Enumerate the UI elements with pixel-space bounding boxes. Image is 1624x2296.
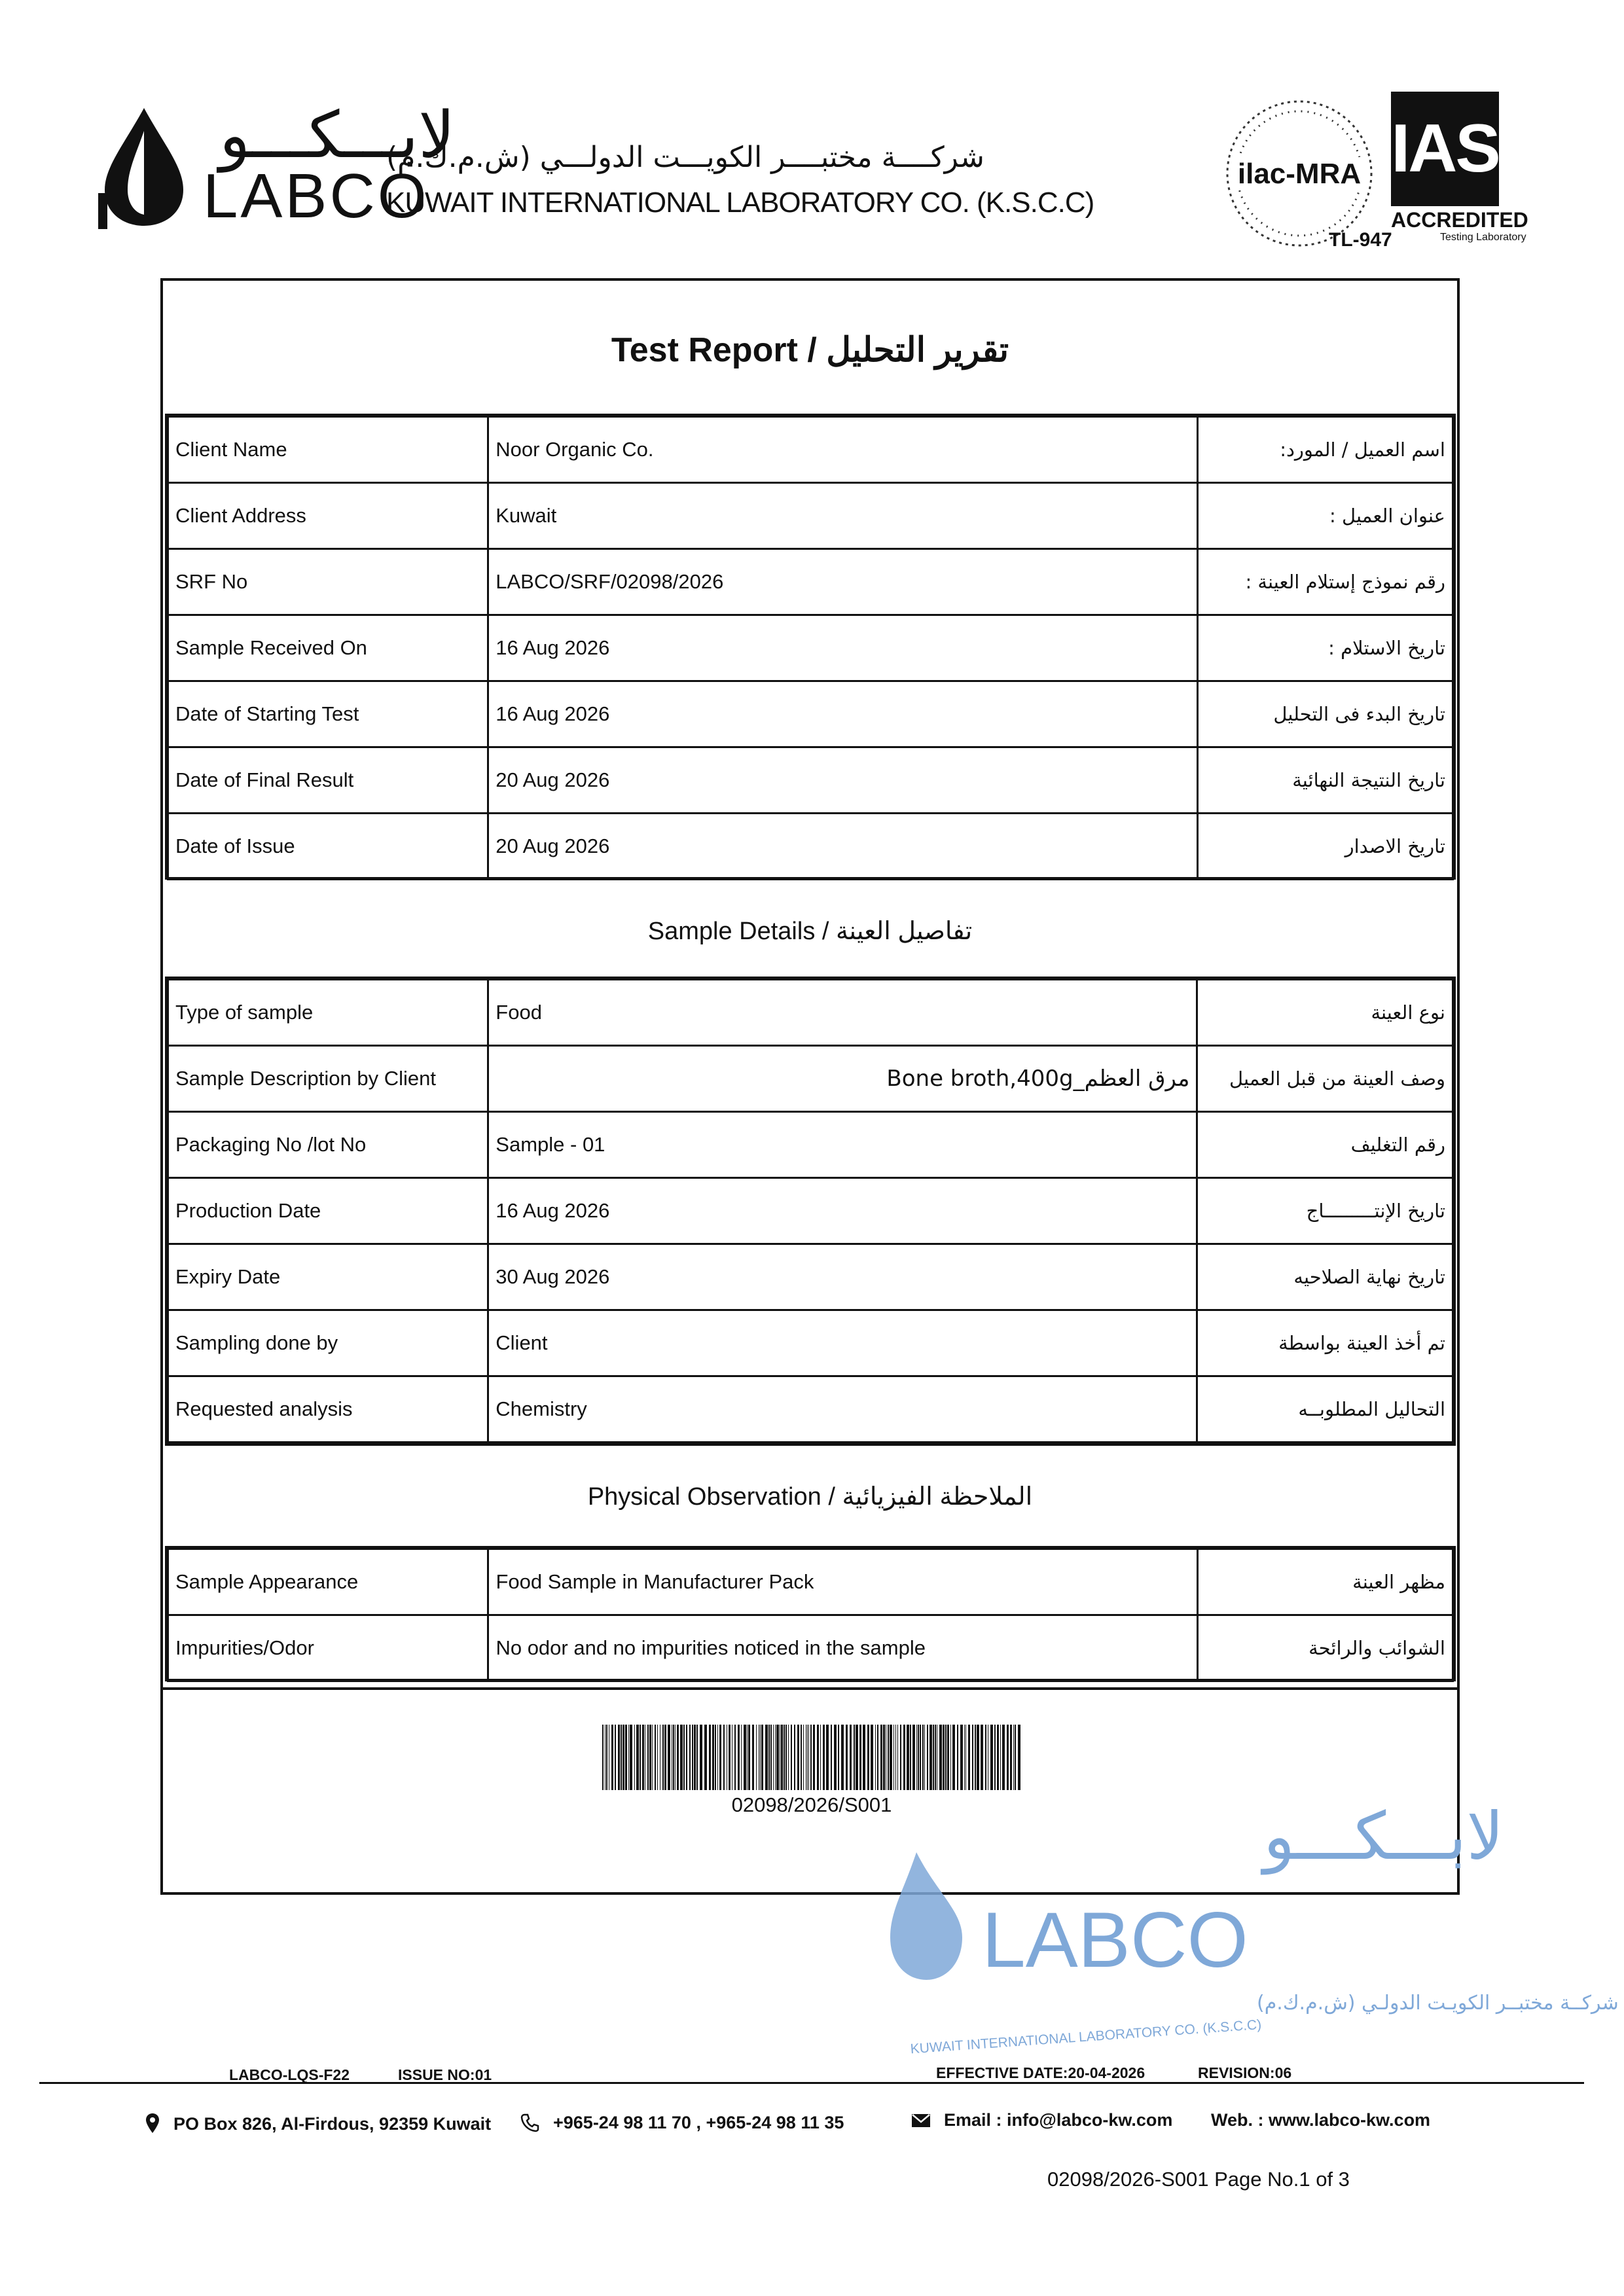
barcode-bar <box>642 1725 644 1790</box>
field-label: Production Date <box>168 1178 488 1244</box>
barcode-bar <box>797 1725 799 1790</box>
table-row <box>168 814 1453 880</box>
barcode-bar <box>618 1725 620 1790</box>
barcode-bar <box>867 1725 869 1790</box>
field-label-arabic: تاريخ النتيجة النهائية <box>1197 747 1453 814</box>
form-code: LABCO-LQS-F22 <box>229 2066 350 2083</box>
barcode-bar <box>664 1725 666 1790</box>
field-value: 20 Aug 2026 <box>488 747 1197 814</box>
barcode-bar <box>808 1725 809 1790</box>
field-label-arabic: مظهر العينة <box>1197 1549 1453 1615</box>
barcode-bar <box>747 1725 748 1790</box>
field-value: Sample - 01 <box>488 1112 1197 1178</box>
barcode-bar <box>856 1725 858 1790</box>
ias-certificate-code: TL-947 <box>1329 229 1392 251</box>
barcode-bar <box>709 1725 711 1790</box>
barcode-bar <box>723 1725 725 1790</box>
barcode-bar <box>657 1725 658 1790</box>
effective-date: EFFECTIVE DATE:20-04-2026 <box>936 2064 1146 2081</box>
barcode-bar <box>788 1725 789 1790</box>
barcode-bar <box>761 1725 763 1790</box>
barcode-bar <box>741 1725 742 1790</box>
barcode-bar <box>765 1725 768 1790</box>
field-label-arabic: تاريخ الاصدار <box>1197 814 1453 880</box>
barcode-bar <box>700 1725 702 1790</box>
field-label-arabic: التحاليل المطلوبــه <box>1197 1376 1453 1443</box>
barcode-bar <box>692 1725 693 1790</box>
table-row <box>168 549 1453 615</box>
barcode-bar <box>704 1725 707 1790</box>
footer-email[interactable] <box>944 2110 1172 2130</box>
table-row <box>168 483 1453 549</box>
labco-logo-icon <box>98 105 190 229</box>
barcode-bar <box>781 1725 783 1790</box>
barcode-bar <box>794 1725 795 1790</box>
field-label: Requested analysis <box>168 1376 488 1443</box>
field-label: Expiry Date <box>168 1244 488 1310</box>
barcode-bar <box>791 1725 792 1790</box>
field-label: Impurities/Odor <box>168 1615 488 1681</box>
field-label-arabic: نوع العينة <box>1197 980 1453 1046</box>
labco-stamp-icon <box>877 1780 1619 2057</box>
barcode-bar <box>756 1725 757 1790</box>
barcode-bar <box>694 1725 696 1790</box>
barcode-bar <box>647 1725 649 1790</box>
barcode-bar <box>696 1725 698 1790</box>
barcode-bar <box>768 1725 770 1790</box>
field-value: 30 Aug 2026 <box>488 1244 1197 1310</box>
table-row <box>168 1178 1453 1244</box>
revision-number: REVISION:06 <box>1198 2064 1292 2081</box>
report-title: Test Report / تقرير التحليل <box>611 331 1009 369</box>
barcode-bar <box>634 1725 635 1790</box>
barcode-number: 02098/2026/S001 <box>731 1793 892 1816</box>
issue-number: ISSUE NO:01 <box>398 2066 492 2083</box>
barcode-bar <box>673 1725 674 1790</box>
field-value: Kuwait <box>488 483 1197 549</box>
field-label-arabic: تاريخ الإنتـــــــــاج <box>1197 1178 1453 1244</box>
field-label-arabic: رقم التغليف <box>1197 1112 1453 1178</box>
email-icon <box>911 2113 931 2128</box>
barcode-bar <box>677 1725 679 1790</box>
field-label-arabic: تاريخ نهاية الصلاحيه <box>1197 1244 1453 1310</box>
field-value: 16 Aug 2026 <box>488 1178 1197 1244</box>
field-label-arabic: اسم العميل / المورد: <box>1197 417 1453 483</box>
location-pin-icon <box>145 2113 160 2134</box>
barcode-bar <box>615 1725 616 1790</box>
barcode-bar <box>863 1725 865 1790</box>
field-label-arabic: تم أخذ العينة بواسطة <box>1197 1310 1453 1376</box>
phone-icon <box>520 2113 540 2132</box>
barcode-bar <box>817 1725 819 1790</box>
barcode-bar <box>719 1725 721 1790</box>
footer-address: PO Box 826, Al-Firdous, 92359 Kuwait <box>173 2114 492 2134</box>
field-value: Noor Organic Co. <box>488 417 1197 483</box>
barcode-bar <box>729 1725 731 1790</box>
client-info-table <box>167 416 1454 880</box>
sample-details-table <box>167 978 1454 1443</box>
barcode-bar <box>831 1725 832 1790</box>
field-value: 16 Aug 2026 <box>488 681 1197 747</box>
sample-details-title: Sample Details / تفاصيل العينة <box>647 918 973 945</box>
barcode-bar <box>611 1725 613 1790</box>
table-row <box>168 747 1453 814</box>
logo-english-text: LABCO <box>203 161 429 231</box>
field-label: Sample Received On <box>168 615 488 681</box>
barcode-bar <box>810 1725 812 1790</box>
barcode-bar <box>775 1725 776 1790</box>
barcode-bar <box>655 1725 656 1790</box>
barcode-bar <box>636 1725 639 1790</box>
barcode-bar <box>784 1725 785 1790</box>
field-label-arabic: وصف العينة من قبل العميل <box>1197 1046 1453 1112</box>
field-label: Date of Final Result <box>168 747 488 814</box>
barcode-bar <box>803 1725 804 1790</box>
table-row <box>168 1615 1453 1681</box>
page-number: 02098/2026-S001 Page No.1 of 3 <box>1047 2168 1350 2191</box>
field-value: Bone broth,400g_مرق العظم <box>488 1046 1197 1112</box>
barcode-bar <box>854 1725 855 1790</box>
field-label: Packaging No /lot No <box>168 1112 488 1178</box>
stamp-company-arabic: شركــة مختبــر الكويـت الدولـي (ش.م.ك.م) <box>1257 1992 1619 2015</box>
field-label: Sampling done by <box>168 1310 488 1376</box>
barcode-bar <box>813 1725 815 1790</box>
table-row <box>168 1376 1453 1443</box>
field-label: Sample Description by Client <box>168 1046 488 1112</box>
barcode-bar <box>760 1725 761 1790</box>
barcode-bar <box>841 1725 844 1790</box>
field-label: Client Name <box>168 417 488 483</box>
barcode-bar <box>834 1725 837 1790</box>
barcode-bar <box>715 1725 716 1790</box>
field-value: LABCO/SRF/02098/2026 <box>488 549 1197 615</box>
barcode-bar <box>683 1725 685 1790</box>
barcode-bar <box>770 1725 772 1790</box>
barcode-bar <box>686 1725 687 1790</box>
barcode-bar <box>640 1725 641 1790</box>
barcode-bar <box>776 1725 779 1790</box>
barcode-bar <box>602 1725 604 1790</box>
barcode-bar <box>606 1725 607 1790</box>
barcode-bar <box>712 1725 714 1790</box>
web-label: Web. : <box>1211 2110 1264 2130</box>
table-row <box>168 1549 1453 1615</box>
barcode-bar <box>738 1725 740 1790</box>
field-label: Date of Starting Test <box>168 681 488 747</box>
field-value: Food Sample in Manufacturer Pack <box>488 1549 1197 1615</box>
barcode-bar <box>785 1725 787 1790</box>
barcode-bar <box>668 1725 670 1790</box>
barcode-bar <box>859 1725 861 1790</box>
barcode-bar <box>652 1725 653 1790</box>
barcode-bar <box>662 1725 664 1790</box>
barcode-bar <box>744 1725 746 1790</box>
barcode-bar <box>717 1725 718 1790</box>
barcode-bar <box>623 1725 624 1790</box>
company-name-arabic: شركــــة مختبــــر الكويـــت الدولـــي (ش.م.ك.م) <box>386 141 984 174</box>
barcode-bar <box>773 1725 774 1790</box>
field-label: Sample Appearance <box>168 1549 488 1615</box>
website-url[interactable]: www.labco-kw.com <box>1269 2110 1431 2130</box>
field-label: Client Address <box>168 483 488 549</box>
barcode-bar <box>807 1725 808 1790</box>
ias-testing-label: Testing Laboratory <box>1440 232 1526 243</box>
barcode-bar <box>875 1725 876 1790</box>
barcode-bar <box>823 1725 825 1790</box>
barcode-bar <box>838 1725 839 1790</box>
field-label: Date of Issue <box>168 814 488 880</box>
table-row <box>168 1112 1453 1178</box>
company-name-english: KUWAIT INTERNATIONAL LABORATORY CO. (K.S.C.C) <box>386 187 1094 219</box>
barcode-bar <box>826 1725 829 1790</box>
table-row <box>168 417 1453 483</box>
ias-logo: IAS <box>1391 92 1499 206</box>
table-row <box>168 980 1453 1046</box>
stamp-arabic-logo: لابـــكـــو <box>1263 1798 1504 1874</box>
barcode-divider <box>160 1687 1460 1690</box>
barcode-bar <box>689 1725 691 1790</box>
email-label: Email : <box>944 2110 1002 2130</box>
field-value: Client <box>488 1310 1197 1376</box>
ilac-label: ilac-MRA <box>1237 158 1362 190</box>
field-value: 16 Aug 2026 <box>488 615 1197 681</box>
barcode-bar <box>748 1725 750 1790</box>
table-row <box>168 1310 1453 1376</box>
field-label: Type of sample <box>168 980 488 1046</box>
table-row <box>168 681 1453 747</box>
field-label: SRF No <box>168 549 488 615</box>
field-label-arabic: تاريخ البدء فى التحليل <box>1197 681 1453 747</box>
barcode-bar <box>871 1725 873 1790</box>
table-row <box>168 1244 1453 1310</box>
barcode-bar <box>752 1725 754 1790</box>
field-label-arabic: عنوان العميل : <box>1197 483 1453 549</box>
field-label-arabic: تاريخ الاستلام : <box>1197 615 1453 681</box>
table-row <box>168 1046 1453 1112</box>
stamp-english-logo: LABCO <box>982 1896 1248 1984</box>
barcode-bar <box>630 1725 632 1790</box>
barcode-bar <box>820 1725 821 1790</box>
field-label-arabic: الشوائب والرائحة <box>1197 1615 1453 1681</box>
logo-arabic-text: لابـــكـــو <box>219 98 456 173</box>
footer-rule <box>39 2082 1584 2084</box>
footer-website[interactable] <box>1211 2110 1430 2130</box>
barcode-bar <box>621 1725 622 1790</box>
physical-observation-title: Physical Observation / الملاحظة الفيزيائية <box>587 1483 1033 1511</box>
barcode-bar <box>628 1725 629 1790</box>
footer-phone: +965-24 98 11 70 , +965-24 98 11 35 <box>553 2113 844 2132</box>
field-value: Chemistry <box>488 1376 1197 1443</box>
barcode-bar <box>850 1725 852 1790</box>
barcode-bar <box>801 1725 802 1790</box>
email-address[interactable]: info@labco-kw.com <box>1007 2110 1173 2130</box>
barcode-bar <box>675 1725 676 1790</box>
ias-accredited-label: ACCREDITED <box>1391 208 1528 232</box>
field-value: 20 Aug 2026 <box>488 814 1197 880</box>
barcode-bar <box>846 1725 848 1790</box>
barcode-bar <box>649 1725 651 1790</box>
field-value: Food <box>488 980 1197 1046</box>
barcode-bar <box>734 1725 736 1790</box>
stamp-company-english: KUWAIT INTERNATIONAL LABORATORY CO. (K.S.C.C) <box>910 2017 1262 2057</box>
field-value: No odor and no impurities noticed in the sample <box>488 1615 1197 1681</box>
field-label-arabic: رقم نموذج إستلام العينة : <box>1197 549 1453 615</box>
barcode-bar <box>625 1725 627 1790</box>
physical-observation-table <box>167 1548 1454 1682</box>
barcode-bar <box>680 1725 683 1790</box>
table-row <box>168 615 1453 681</box>
